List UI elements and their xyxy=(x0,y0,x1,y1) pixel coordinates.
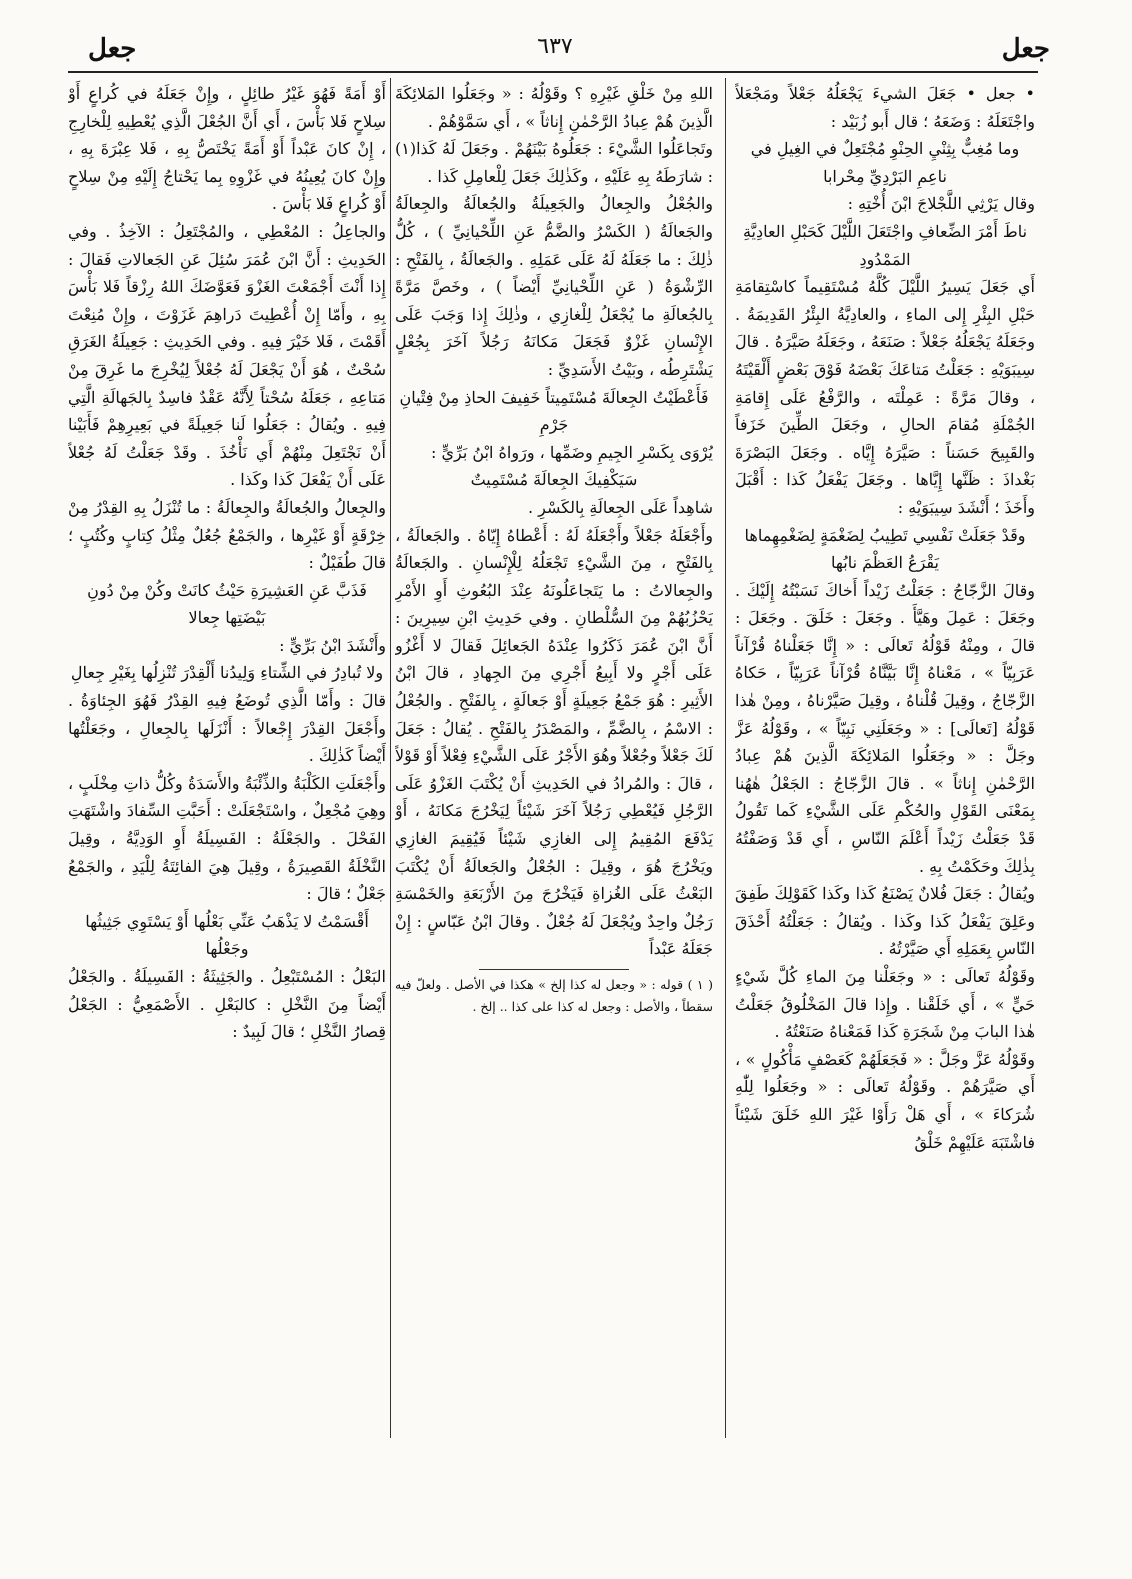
header-right-word: جعل xyxy=(1001,34,1050,64)
verse: وقَدْ جَعَلَتْ نَفْسِي تَطِيبُ لِضَغْمَةٍ لِضَغْمِهِماها يَقْرَعُ العَظْمَ نابُها xyxy=(744,525,1026,573)
paragraph: وقَوْلُهُ تَعالَى : « وجَعَلْنا مِنَ الماءِ كُلَّ شَيْءٍ حَيٍّ » ، أَي خَلَقْنا . وإِذا قالَ المَخْلُوقُ جَعَلْتُ هٰذا البابَ مِنْ شَجَرَةِ كَذا فَمَعْناهُ صَنَعْتُهُ . xyxy=(735,967,1035,1042)
column-divider-left xyxy=(390,78,391,1438)
footnote-rule xyxy=(479,969,629,970)
column-middle xyxy=(395,80,713,1520)
paragraph: وأَجْعَلَتِ الكَلْبَةُ والذِّئْبَةُ والأَسَدَةُ وكُلُّ ذاتِ مِخْلَبٍ ، وهِيَ مُجْعِلٌ ، واسْتَجْعَلَتْ : أَحَبَّتِ السِّفادَ واشْتَهَتِ الفَحْلَ . والجَعْلَةُ : الفَسِيلَةُ أَوِ الوَدِيَّةُ ، وقِيلَ النَّخْلَةُ القَصِيرَةُ ، وقِيلَ هِيَ الفائِتَةُ لِلْيَدِ ، والجَمْعُ جَعْلٌ ؛ قالَ : xyxy=(68,773,386,904)
column-left xyxy=(68,80,386,1520)
paragraph: وقال يَرْثِي اللَّجْلاجَ ابْنَ أُخْتِهِ : xyxy=(847,194,1035,214)
header-left-word: جعل xyxy=(88,34,137,64)
verse: أَقْسَمْتُ لا يَذْهَبُ عَنِّي بَعْلُها أَوْ يَسْتَوِي جَثِيثُها وجَعْلُها xyxy=(85,911,369,959)
verse: ناطَ أَمْرَ الضِّعافِ واجْتَعَلَ اللَّيْلَ كَحَبْلِ العادِيَّةِ المَمْدُودِ xyxy=(742,221,1028,269)
verse: وما مُغِبٌّ بِثِنْيِ الحِنْوِ مُجْتَعِلٌ في الغِيلِ في ناعِمِ البَرْدِيِّ مِحْرابا xyxy=(750,139,1020,186)
verse: سَيَكْفِيكَ الجِعالَةَ مُسْتَمِيتٌ xyxy=(470,470,638,490)
verse: فَأَعْطَيْتُ الجِعالَةَ مُسْتَمِيتاً خَفِيفَ الحاذِ مِنْ فِتْيانِ جَرْمِ xyxy=(399,387,709,435)
paragraph: أَوْ أَمَةً فَهُوَ غَيْرُ طائِلٍ ، وإِنْ جَعَلَهُ في كُراعٍ أَوْ سِلاحٍ فَلا بَأْسَ ، أَي أَنَّ الجُعْلَ الَّذِي يُعْطِيهِ لِلْخارِجِ ، إِنْ كانَ عَبْداً أَوْ أَمَةً يَخْتَصُّ بِهِ ، فَلا عِبْرَةَ بِهِ ، وإِنْ كانَ يُعِينُهُ في غَزْوِهِ بِما يَحْتاجُ إِلَيْهِ مِنْ سِلاحٍ أَوْ كُراعٍ فَلا بَأْسَ . xyxy=(68,84,386,214)
verse: فَذَبَّ عَنِ العَشِيرَةِ حَيْثُ كانَتْ وكُنْ مِنْ دُونِ بَيْضَتِها جِعالا xyxy=(87,580,367,628)
paragraph: وأَنْشَدَ ابْنُ بَرِّيٍّ : xyxy=(279,635,386,655)
paragraph: شاهِداً عَلَى الجِعالَةِ بِالكَسْرِ . xyxy=(527,497,713,517)
header-rule xyxy=(68,71,1038,73)
paragraph: ويُقالُ : جَعَلَ فُلانٌ يَصْنَعُ كَذا وكَذا كَقَوْلِكَ طَفِقَ وعَلِقَ يَفْعَلُ كَذا وكَذا . ويُقالُ : جَعَلْتُهُ أَحْذَقَ النّاسِ بِعَمَلِهِ أَي صَيَّرْتُهُ . xyxy=(735,884,1035,959)
footnote: ( ١ ) قوله : « وجعل له كذا إلخ » هكذا في الأصل . ولعلّ فيه سقطاً ، والأصل : وجعل له كذا على كذا .. إلخ . xyxy=(395,977,713,1014)
paragraph: والجاعِلُ : المُعْطِي ، والمُجْتَعِلُ : الآخِذُ . وفي الحَدِيثِ : أَنَّ ابْنَ عُمَرَ سُئِلَ عَنِ الجَعالاتِ فَقالَ : إِذا أَنْتَ أَجْمَعْتَ الغَزْوَ فَعَوَّضَكَ اللهُ رِزْقاً فَلا بَأْسَ بِهِ ، وأَمّا إِنْ أُعْطِيتَ دَراهِمَ غَزَوْتَ ، وإِنْ مُنِعْتَ أَقَمْتَ ، فَلا خَيْرَ فِيهِ . وفي الحَدِيثِ : جَعِيلَةُ الغَرَقِ سُحْتٌ ، هُوَ أَنْ يَجْعَلَ لَهُ جُعْلاً لِيُخْرِجَ ما غَرِقَ مِنْ مَتاعِهِ ، جَعَلَهُ سُحْتاً لِأَنَّهُ عَقْدٌ فاسِدٌ بِالجَهالَةِ الَّتِي فِيهِ . ويُقالُ : جَعَلُوا لَنا جَعِيلَةً في بَعِيرِهِمْ فَأَبَيْنا أَنْ نَجْتَعِلَ مِنْهُمْ أَي نَأْخُذَ . وقَدْ جَعَلْتُ لَهُ جُعْلاً عَلَى أَنْ يَفْعَلَ كَذا وكَذا . xyxy=(68,221,386,490)
column-right xyxy=(735,80,1035,1520)
page-header xyxy=(60,34,1050,74)
paragraph: وتَجاعَلُوا الشَّيْءَ : جَعَلُوهُ بَيْنَهُمْ . وجَعَلَ لَهُ كَذا(١) : شارَطَهُ بِهِ عَلَيْهِ ، وكَذٰلِكَ جَعَلَ لِلْعامِلِ كَذا . xyxy=(395,139,713,186)
paragraph: • جعل • جَعَلَ الشيءَ يَجْعَلُهُ جَعْلاً ومَجْعَلاً واجْتَعَلَهُ : وَضَعَهُ ؛ قال أَبو زُبَيْد : xyxy=(735,84,1035,131)
paragraph: اللهِ مِنْ خَلْقِ غَيْرِهِ ؟ وقَوْلُهُ : « وجَعَلُوا المَلائِكَةَ الَّذِينَ هُمْ عِبادُ الرَّحْمٰنِ إِناثاً » ، أَي سَمَّوْهُمْ . xyxy=(395,84,713,131)
paragraph: والجِعالُ والجُعالَةُ والجِعالَةُ : ما تُنْزَلُ بِهِ القِدْرُ مِنْ خِرْقَةٍ أَوْ غَيْرِها ، والجَمْعُ جُعُلٌ مِثْلُ كِتابٍ وكُتُبٍ ؛ قالَ طُفَيْلٌ : xyxy=(68,497,386,573)
column-divider-right xyxy=(725,78,726,1438)
page-number: ٦٣٧ xyxy=(537,34,573,59)
paragraph: وقالَ الزَّجّاجُ : جَعَلْتُ زَيْداً أَخاكَ نَسَبْتُهُ إِلَيْكَ . وجَعَلَ : عَمِلَ وهَيَّأَ . وجَعَلَ : خَلَقَ . وجَعَلَ : قالَ ، ومِنْهُ قَوْلُهُ تَعالَى : « إِنَّا جَعَلْناهُ قُرْآناً عَرَبِيّاً » ، مَعْناهُ إِنَّا بَيَّنَّاهُ قُرْآناً عَرَبِيّاً ، حَكاهُ الزَّجّاجُ ، وقِيلَ قُلْناهُ ، وقِيلَ صَيَّرْناهُ ، ومِنْ هٰذا قَوْلُهُ [تَعالَى] : « وجَعَلَنِي نَبِيّاً » ، وقَوْلُهُ عَزَّ وجَلَّ : « وجَعَلُوا المَلائِكَةَ الَّذِينَ هُمْ عِبادُ الرَّحْمٰنِ إِناثاً » . قالَ الزَّجّاجُ : الجَعْلُ هٰهُنا بِمَعْنَى القَوْلِ والحُكْمِ عَلَى الشَّيْءِ كَما تَقُولُ قَدْ جَعَلْتُ زَيْداً أَعْلَمَ النّاسِ ، أَي قَدْ وَصَفْتُهُ بِذٰلِكَ وحَكَمْتُ بِهِ . xyxy=(735,580,1035,876)
paragraph: قالَ : وأَمّا الَّذِي تُوضَعُ فِيهِ القِدْرُ فَهُوَ الجِئاوَةُ . وأَجْعَلَ القِدْرَ إِجْعالاً : أَنْزَلَها بِالجِعالِ ، وجَعَلْتُها أَيْضاً كَذٰلِكَ . xyxy=(68,691,386,766)
paragraph: وأَجْعَلَهُ جَعْلاً وأَجْعَلَهُ لَهُ : أَعْطاهُ إِيّاهُ . والجَعالَةُ ، بِالفَتْحِ ، مِنَ الشَّيْءِ تَجْعَلُهُ لِلْإِنْسانِ . والجَعالَةُ والجِعالاتُ : ما يَتَجاعَلُونَهُ عِنْدَ البُعُوثِ أَوِ الأَمْرِ يَحْزُبُهُمْ مِنَ السُّلْطانِ . وفي حَدِيثِ ابْنِ سِيرِينَ : أَنَّ ابْنَ عُمَرَ ذَكَرُوا عِنْدَهُ الجَعائِلَ فَقالَ لا أَغْزُو عَلَى أَجْرٍ ولا أَبِيعُ أَجْرِي مِنَ الجِهادِ ، قالَ ابْنُ الأَثِيرِ : هُوَ جَمْعُ جَعِيلَةٍ أَوْ جَعالَةٍ ، بِالفَتْحِ . والجُعْلُ : الاسْمُ ، بِالضَّمِّ ، والمَصْدَرُ بِالفَتْحِ . يُقالُ : جَعَلَ لَكَ جَعْلاً وجُعْلاً وهُوَ الأَجْرُ عَلَى الشَّيْءِ فِعْلاً أَوْ قَوْلاً ، قالَ : والمُرادُ في الحَدِيثِ أَنْ يُكْتَبَ الغَزْوُ عَلَى الرَّجُلِ فَيُعْطِي رَجُلاً آخَرَ شَيْئاً لِيَخْرُجَ مَكانَهُ ، أَوْ يَدْفَعَ المُقِيمُ إِلى الغازِي شَيْئاً فَيُقِيمَ الغازِي ويَخْرُجَ هُوَ ، وقِيلَ : الجُعْلُ والجَعالَةُ أَنْ يُكْتَبَ البَعْثُ عَلَى الغُزاةِ فَيَخْرُجَ مِنَ الأَرْبَعَةِ والخَمْسَةِ رَجُلٌ واحِدٌ ويُجْعَلَ لَهُ جُعْلٌ . وقالَ ابْنُ عَبّاسٍ : إِنْ جَعَلَهُ عَبْداً xyxy=(395,525,713,959)
paragraph: وقَوْلُهُ عَزَّ وجَلَّ : « فَجَعَلَهُمْ كَعَصْفٍ مَأْكُولٍ » ، أَي صَيَّرَهُمْ . وقَوْلُهُ تَعالَى : « وجَعَلُوا لِلّٰهِ شُرَكاءَ » ، أَي هَلْ رَأَوْا غَيْرَ اللهِ خَلَقَ شَيْئاً فاشْتَبَهَ عَلَيْهِمْ خَلْقُ xyxy=(735,1049,1035,1152)
paragraph: يُرْوَى بِكَسْرِ الجِيمِ وضَمِّها ، ورَواهُ ابْنُ بَرِّيٍّ : xyxy=(431,442,713,462)
paragraph: البَعْلُ : المُسْتَبْعِلُ . والجَثِيثَةُ : الفَسِيلَةُ . والجَعْلُ أَيْضاً مِنَ النَّخْلِ : كالبَعْلِ . الأَصْمَعِيُّ : الجَعْلُ قِصارُ النَّخْلِ ؛ قالَ لَبِيدٌ : xyxy=(68,967,386,1042)
paragraph: أَي جَعَلَ يَسِيرُ اللَّيْلَ كُلَّهُ مُسْتَقِيماً كاسْتِقامَةِ حَبْلِ البِئْرِ إِلى الماءِ ، والعادِيَّةُ البِئْرُ القَدِيمَةُ . وجَعَلَهُ يَجْعَلُهُ جَعْلاً : صَنَعَهُ ، وجَعَلَهُ صَيَّرَهُ . قالَ سِيبَوَيْهِ : جَعَلْتُ مَتاعَكَ بَعْضَهُ فَوْقَ بَعْضٍ أَلْقَيْتَهُ ، وقالَ مَرَّةً : عَمِلْتَه ، والرَّفْعُ عَلَى إِقامَةِ الجُمْلَةِ مُقامَ الحالِ ، وجَعَلَ الطِّينَ خَزَفاً والقَبِيحَ حَسَناً : صَيَّرَهُ إِيَّاه . وجَعَلَ البَصْرَةَ بَغْداذَ : ظَنَّها إِيَّاها . وجَعَلَ يَفْعَلُ كَذا : أَقْبَلَ وأَخَذَ ؛ أَنْشَدَ سِيبَوَيْهِ : xyxy=(735,277,1035,517)
paragraph: والجُعْلُ والجِعالُ والجَعِيلَةُ والجُعالَةُ والجِعالَةُ والجَعالَةُ ( الكَسْرُ والضَّمُّ عَنِ اللِّحْيانِيِّ ) ، كُلُّ ذٰلِكَ : ما جَعَلَهُ لَهُ عَلَى عَمَلِهِ . والجَعالَةُ ، بِالفَتْحِ : الرِّشْوَةُ ( عَنِ اللِّحْيانِيِّ أَيْضاً ) ، وخَصَّ مَرَّةً بِالجُعالَةِ ما يُجْعَلُ لِلْغازِي ، وذٰلِكَ إِذا وَجَبَ عَلَى الإِنْسانِ غَزْوٌ فَجَعَلَ مَكانَهُ رَجُلاً آخَرَ بِجُعْلٍ يَشْتَرِطُه ، وبَيْتُ الأَسَدِيِّ : xyxy=(395,194,713,379)
verse: ولا تُبادِرُ في الشِّتاءِ وَلِيدُنا أَلْقِدْرَ تُنْزِلُها بِغَيْرِ جِعالِ xyxy=(70,663,384,683)
